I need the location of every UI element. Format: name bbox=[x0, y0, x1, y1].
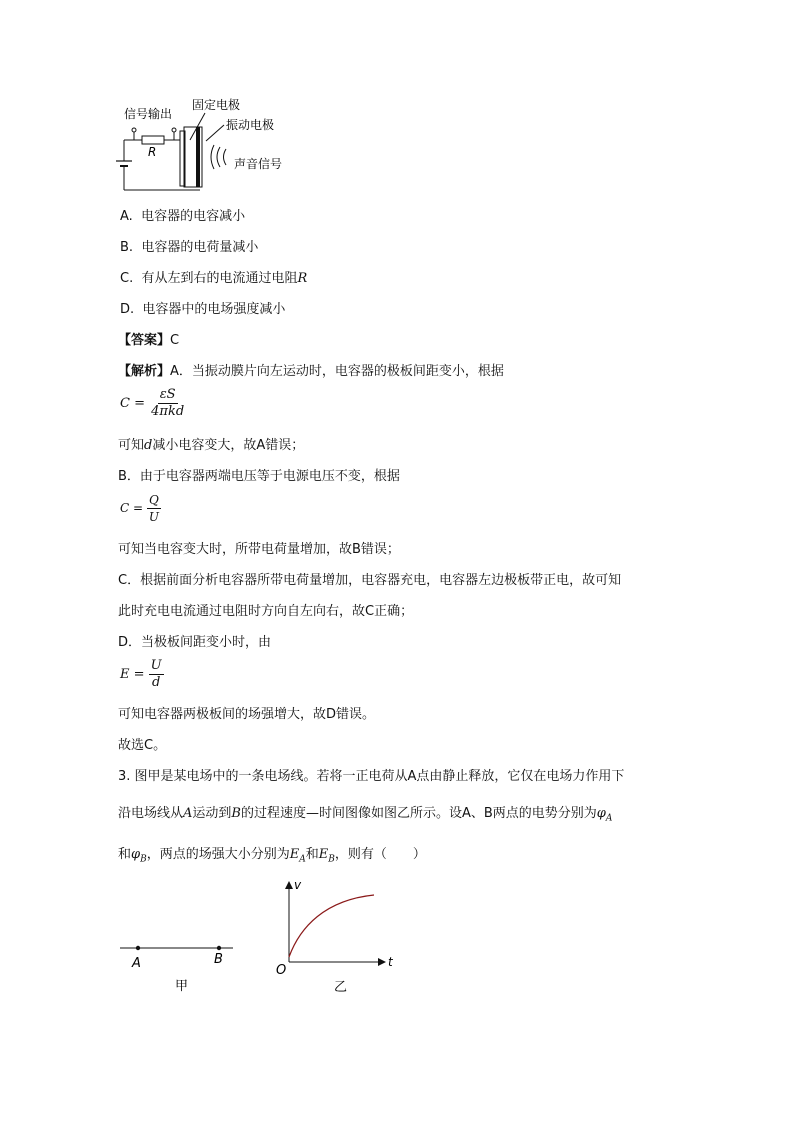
t-axis-label: t bbox=[388, 955, 393, 969]
option-c: C. 有从左到右的电流通过电阻R bbox=[120, 271, 308, 286]
analysis-a-line: 【解析】A．当振动膜片向左运动时，电容器的极板间距变小，根据 bbox=[118, 364, 504, 379]
analysis-final: 故选C。 bbox=[118, 738, 167, 753]
answer-line: 【答案】C bbox=[118, 333, 180, 348]
q3-line2: 沿电场线从A运动到B的过程速度—时间图像如图乙所示。设A、B两点的电势分别为$\varphi_A$ bbox=[118, 806, 613, 824]
capacitor-circuit-figure bbox=[110, 95, 310, 205]
q3-line1: 3. 图甲是某电场中的一条电场线。若将一正电荷从A点由静止释放，它仅在电场力作用下 bbox=[118, 769, 625, 784]
vt-graph-figure bbox=[270, 875, 405, 1000]
v-axis-label: v bbox=[294, 878, 302, 892]
velocity-curve bbox=[289, 895, 374, 957]
formula-field: E = $\frac{U}{d}$ bbox=[120, 658, 162, 690]
option-d: D. 电容器中的电场强度减小 bbox=[120, 302, 286, 317]
point-a-label: A bbox=[132, 956, 141, 971]
point-b-label: B bbox=[214, 952, 223, 967]
label-signal-output: 信号输出 bbox=[124, 107, 173, 121]
label-sound-signal: 声音信号 bbox=[234, 157, 283, 171]
point-a-dot bbox=[136, 946, 140, 950]
formula-charge: C = $\frac{Q}{U}$ bbox=[120, 493, 159, 524]
field-line-figure bbox=[115, 930, 245, 1000]
option-b: B. 电容器的电荷量减小 bbox=[120, 240, 259, 255]
analysis-d-conclusion: 可知电容器两极板间的场强增大，故D错误。 bbox=[118, 707, 376, 722]
label-fixed-electrode: 固定电极 bbox=[192, 98, 241, 112]
caption-yi: 乙 bbox=[334, 980, 348, 995]
option-a: A. 电容器的电容减小 bbox=[120, 209, 246, 224]
caption-jia: 甲 bbox=[175, 979, 189, 994]
analysis-b-conclusion: 可知当电容变大时，所带电荷量增加，故B错误； bbox=[118, 542, 400, 557]
label-vibrating-electrode: 振动电极 bbox=[226, 118, 275, 132]
analysis-c-line2: 此时充电电流通过电阻时方向自左向右，故C正确； bbox=[118, 604, 414, 619]
analysis-a-conclusion: 可知d减小电容变大，故A错误； bbox=[118, 438, 305, 453]
point-b-dot bbox=[217, 946, 221, 950]
formula-capacitance: C = $\frac{\varepsilon S}{\text{4πkd}}$ bbox=[120, 387, 185, 419]
analysis-b-line: B．由于电容器两端电压等于电源电压不变，根据 bbox=[118, 469, 400, 484]
origin-label: O bbox=[276, 963, 287, 978]
q3-line3: 和$\varphi_B$，两点的场强大小分别为$E_A$和$E_B$，则有（ ） bbox=[118, 847, 426, 865]
analysis-d-line: D．当极板间距变小时，由 bbox=[118, 635, 272, 650]
label-resistor-R: R bbox=[148, 145, 157, 159]
analysis-c-line1: C．根据前面分析电容器所带电荷量增加，电容器充电，电容器左边极板带正电，故可知 bbox=[118, 573, 622, 588]
